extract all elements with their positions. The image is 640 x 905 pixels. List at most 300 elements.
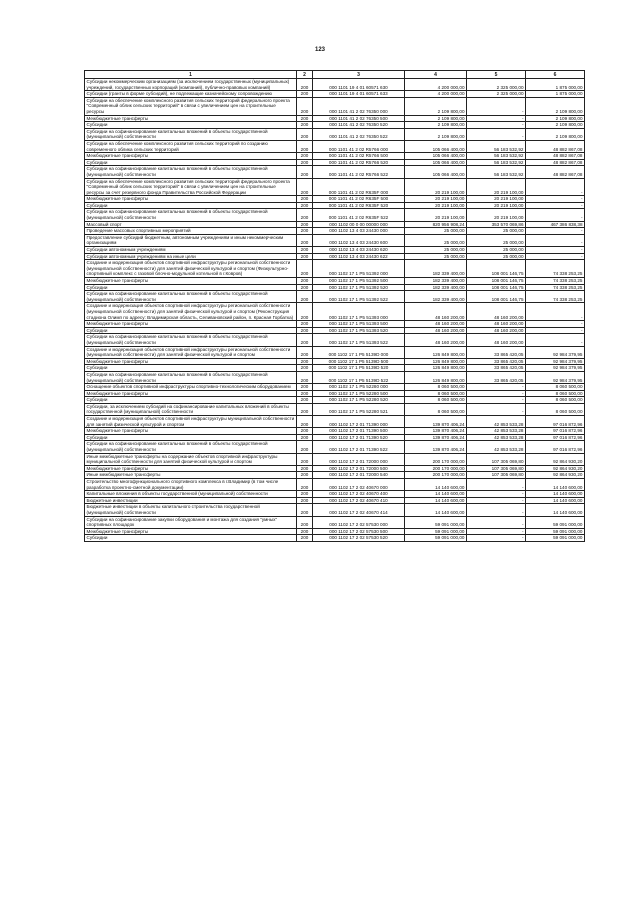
approved-cell: 14 140 600,00 bbox=[405, 504, 467, 516]
row-name-cell: Субсидии на софинансирование капитальных вложений в объекты государственной (муниципальной) собственности bbox=[85, 209, 297, 221]
unexecuted-cell: 97 016 872,96 bbox=[526, 428, 585, 435]
line-code-cell: 200 bbox=[297, 403, 313, 415]
budget-code-cell: 000 1102 13 4 03 24430 622 bbox=[313, 253, 405, 260]
executed-cell: 108 001 146,75 bbox=[467, 291, 526, 303]
row-name-cell: Межбюджетные трансферты bbox=[85, 528, 297, 535]
row-name-cell: Субсидии bbox=[85, 434, 297, 441]
header-col-3: 3 bbox=[313, 71, 405, 79]
approved-cell: 126 849 800,00 bbox=[405, 358, 467, 365]
unexecuted-cell: 8 060 500,00 bbox=[526, 403, 585, 415]
executed-cell: 108 001 146,75 bbox=[467, 260, 526, 278]
table-row bbox=[85, 528, 585, 535]
budget-code-cell: 000 1101 41 2 02 R5766 520 bbox=[313, 159, 405, 166]
approved-cell: 25 000,00 bbox=[405, 253, 467, 260]
row-name-cell: Массовый спорт bbox=[85, 221, 297, 228]
row-name-cell: Субсидии автономным учреждениям bbox=[85, 247, 297, 254]
line-code-cell: 200 bbox=[297, 528, 313, 535]
budget-code-cell: 000 1101 41 2 02 R5766 000 bbox=[313, 140, 405, 152]
line-code-cell: 200 bbox=[297, 428, 313, 435]
line-code-cell: 200 bbox=[297, 397, 313, 404]
table-row bbox=[85, 441, 585, 453]
row-name-cell: Бюджетные инвестиции bbox=[85, 497, 297, 504]
executed-cell: 56 183 532,92 bbox=[467, 166, 526, 178]
line-code-cell: 200 bbox=[297, 115, 313, 122]
budget-code-cell: 000 1102 17 1 P5 5139D 520 bbox=[313, 365, 405, 372]
executed-cell: - bbox=[467, 122, 526, 129]
table-row bbox=[85, 253, 585, 260]
unexecuted-cell: 2 109 800,00 bbox=[526, 97, 585, 115]
unexecuted-cell: 48 882 867,08 bbox=[526, 159, 585, 166]
unexecuted-cell: - bbox=[526, 334, 585, 346]
unexecuted-cell: - bbox=[526, 202, 585, 209]
approved-cell: 2 109 800,00 bbox=[405, 97, 467, 115]
table-row bbox=[85, 247, 585, 254]
executed-cell: - bbox=[467, 128, 526, 140]
budget-code-cell: 000 1102 17 1 P5 52280 500 bbox=[313, 390, 405, 397]
row-name-cell: Субсидии на обеспечение комплексного развития сельских территорий по созданию современного облика сельских территорий bbox=[85, 140, 297, 152]
row-name-cell: Межбюджетные трансферты bbox=[85, 196, 297, 203]
line-code-cell: 200 bbox=[297, 390, 313, 397]
executed-cell: 25 000,00 bbox=[467, 228, 526, 235]
approved-cell: 14 140 600,00 bbox=[405, 497, 467, 504]
approved-cell: 8 060 500,00 bbox=[405, 397, 467, 404]
executed-cell: 56 183 532,92 bbox=[467, 140, 526, 152]
executed-cell: 48 160 200,00 bbox=[467, 334, 526, 346]
row-name-cell: Субсидии bbox=[85, 365, 297, 372]
approved-cell: 182 339 400,00 bbox=[405, 284, 467, 291]
row-name-cell: Межбюджетные трансферты bbox=[85, 278, 297, 285]
row-name-cell: Предоставление субсидий бюджетным, автономным учреждениям и иным некоммерческим организациям bbox=[85, 234, 297, 246]
approved-cell: 48 160 200,00 bbox=[405, 321, 467, 328]
row-name-cell: Межбюджетные трансферты bbox=[85, 115, 297, 122]
budget-code-cell: 000 1102 17 2 01 71390 520 bbox=[313, 434, 405, 441]
line-code-cell: 200 bbox=[297, 260, 313, 278]
budget-code-cell: 000 1101 41 2 02 R635F 500 bbox=[313, 196, 405, 203]
executed-cell: 25 000,00 bbox=[467, 247, 526, 254]
unexecuted-cell: 59 091 000,00 bbox=[526, 528, 585, 535]
budget-code-cell: 000 1102 17 2 01 71390 000 bbox=[313, 416, 405, 428]
line-code-cell: 200 bbox=[297, 327, 313, 334]
row-name-cell: Субсидии на софинансирование капитальных вложений в объекты государственной (муниципальной) собственности bbox=[85, 371, 297, 383]
table-row bbox=[85, 128, 585, 140]
budget-code-cell: 000 1102 17 1 P5 51392 520 bbox=[313, 284, 405, 291]
executed-cell: - bbox=[467, 535, 526, 542]
unexecuted-cell: - bbox=[526, 234, 585, 246]
unexecuted-cell: 48 882 867,08 bbox=[526, 140, 585, 152]
approved-cell: 105 066 400,00 bbox=[405, 166, 467, 178]
unexecuted-cell: 14 140 600,00 bbox=[526, 504, 585, 516]
executed-cell: 42 853 533,28 bbox=[467, 434, 526, 441]
header-col-5: 5 bbox=[467, 71, 526, 79]
line-code-cell: 200 bbox=[297, 416, 313, 428]
line-code-cell: 200 bbox=[297, 497, 313, 504]
line-code-cell: 200 bbox=[297, 291, 313, 303]
approved-cell: 14 140 600,00 bbox=[405, 479, 467, 491]
approved-cell: 8 060 500,00 bbox=[405, 390, 467, 397]
unexecuted-cell: - bbox=[526, 178, 585, 196]
budget-code-cell: 000 1102 17 2 01 72000 000 bbox=[313, 453, 405, 465]
executed-cell: 33 865 420,05 bbox=[467, 358, 526, 365]
approved-cell: 139 870 406,24 bbox=[405, 434, 467, 441]
unexecuted-cell: - bbox=[526, 327, 585, 334]
line-code-cell: 200 bbox=[297, 178, 313, 196]
table-row bbox=[85, 397, 585, 404]
table-row bbox=[85, 166, 585, 178]
unexecuted-cell: 467 386 838,38 bbox=[526, 221, 585, 228]
line-code-cell: 200 bbox=[297, 384, 313, 391]
line-code-cell: 200 bbox=[297, 247, 313, 254]
row-name-cell: Субсидии bbox=[85, 327, 297, 334]
table-row bbox=[85, 465, 585, 472]
executed-cell: 42 853 533,28 bbox=[467, 416, 526, 428]
executed-cell: - bbox=[467, 491, 526, 498]
budget-code-cell: 000 1102 17 1 P5 5139D 500 bbox=[313, 358, 405, 365]
table-row bbox=[85, 140, 585, 152]
budget-code-cell: 000 1101 41 2 02 R5766 522 bbox=[313, 166, 405, 178]
table-row bbox=[85, 202, 585, 209]
table-row bbox=[85, 384, 585, 391]
line-code-cell: 200 bbox=[297, 234, 313, 246]
line-code-cell: 200 bbox=[297, 196, 313, 203]
executed-cell: - bbox=[467, 403, 526, 415]
unexecuted-cell: 92 984 379,95 bbox=[526, 358, 585, 365]
table-row bbox=[85, 228, 585, 235]
unexecuted-cell: 92 984 379,95 bbox=[526, 365, 585, 372]
unexecuted-cell: 74 338 253,25 bbox=[526, 260, 585, 278]
row-name-cell: Межбюджетные трансферты bbox=[85, 153, 297, 160]
executed-cell: - bbox=[467, 528, 526, 535]
unexecuted-cell: 74 338 253,25 bbox=[526, 278, 585, 285]
unexecuted-cell: - bbox=[526, 247, 585, 254]
budget-code-cell: 000 1101 41 2 02 76350 522 bbox=[313, 128, 405, 140]
table-row bbox=[85, 97, 585, 115]
table-row bbox=[85, 122, 585, 129]
line-code-cell: 200 bbox=[297, 441, 313, 453]
table-row bbox=[85, 346, 585, 358]
row-name-cell: Строительство многофункционального спортивного комплекса в г.Владимир (в том числе разработка проектно-сметной документации) bbox=[85, 479, 297, 491]
budget-code-cell: 000 1101 41 2 02 R635F 000 bbox=[313, 178, 405, 196]
unexecuted-cell: 74 338 253,25 bbox=[526, 291, 585, 303]
line-code-cell: 200 bbox=[297, 166, 313, 178]
line-code-cell: 200 bbox=[297, 535, 313, 542]
unexecuted-cell: 74 338 253,25 bbox=[526, 284, 585, 291]
unexecuted-cell: - bbox=[526, 196, 585, 203]
executed-cell: - bbox=[467, 397, 526, 404]
line-code-cell: 200 bbox=[297, 128, 313, 140]
approved-cell: 139 870 406,24 bbox=[405, 428, 467, 435]
unexecuted-cell: 97 016 872,96 bbox=[526, 441, 585, 453]
executed-cell: 42 853 533,28 bbox=[467, 441, 526, 453]
row-name-cell: Межбюджетные трансферты bbox=[85, 428, 297, 435]
line-code-cell: 200 bbox=[297, 140, 313, 152]
header-col-1: 1 bbox=[85, 71, 297, 79]
row-name-cell: Иные межбюджетные трансферты bbox=[85, 472, 297, 479]
unexecuted-cell: - bbox=[526, 209, 585, 221]
table-row bbox=[85, 472, 585, 479]
unexecuted-cell: 8 060 500,00 bbox=[526, 384, 585, 391]
row-name-cell: Субсидии на обеспечение комплексного развития сельских территорий федерального проекта "Современный облик сельских территорий" в связи с увеличением цен на строительные ресурсы за счет резервного фонда Правительства Российской Федерации bbox=[85, 178, 297, 196]
unexecuted-cell: - bbox=[526, 253, 585, 260]
executed-cell: 108 001 146,75 bbox=[467, 284, 526, 291]
row-name-cell: Субсидии на софинансирование закупки оборудования и монтажа для создания "умных" спортивных площадок bbox=[85, 516, 297, 528]
budget-code-cell: 000 1102 17 2 02 57530 520 bbox=[313, 535, 405, 542]
executed-cell: 48 160 200,00 bbox=[467, 303, 526, 321]
table-row bbox=[85, 416, 585, 428]
approved-cell: 20 219 100,00 bbox=[405, 178, 467, 196]
row-name-cell: Субсидии, за исключением субсидий на софинансирование капитальных вложений в объекты государственной (муниципальной) собственности bbox=[85, 403, 297, 415]
unexecuted-cell: 59 091 000,00 bbox=[526, 535, 585, 542]
line-code-cell: 200 bbox=[297, 278, 313, 285]
executed-cell: 20 219 100,00 bbox=[467, 196, 526, 203]
budget-code-cell: 000 1102 17 2 02 40670 414 bbox=[313, 504, 405, 516]
approved-cell: 20 219 100,00 bbox=[405, 202, 467, 209]
row-name-cell: Создание и модернизация объектов спортивной инфраструктуры региональной собственности (муниципальной собственности) для занятий физической культурой и спортом (Реконструкция стадиона Олимп по адресу: Владимирская область, Селивановский район, п. Красная Горбатка) bbox=[85, 303, 297, 321]
approved-cell: 126 849 800,00 bbox=[405, 365, 467, 372]
line-code-cell: 200 bbox=[297, 303, 313, 321]
table-row bbox=[85, 303, 585, 321]
line-code-cell: 200 bbox=[297, 321, 313, 328]
table-row bbox=[85, 209, 585, 221]
table-row bbox=[85, 371, 585, 383]
executed-cell: - bbox=[467, 390, 526, 397]
unexecuted-cell: - bbox=[526, 303, 585, 321]
unexecuted-cell: 2 109 800,00 bbox=[526, 122, 585, 129]
row-name-cell: Межбюджетные трансферты bbox=[85, 321, 297, 328]
table-row bbox=[85, 91, 585, 98]
executed-cell: 25 000,00 bbox=[467, 234, 526, 246]
table-row bbox=[85, 453, 585, 465]
approved-cell: 2 109 800,00 bbox=[405, 115, 467, 122]
budget-code-cell: 000 1102 13 4 03 24430 620 bbox=[313, 247, 405, 254]
approved-cell: 2 109 800,00 bbox=[405, 128, 467, 140]
approved-cell: 200 170 000,00 bbox=[405, 453, 467, 465]
executed-cell: 33 865 420,05 bbox=[467, 346, 526, 358]
budget-code-cell: 000 1102 17 1 P5 51393 522 bbox=[313, 334, 405, 346]
executed-cell: 42 853 533,28 bbox=[467, 428, 526, 435]
executed-cell: 25 000,00 bbox=[467, 253, 526, 260]
budget-code-cell: 000 1102 17 1 P5 51393 500 bbox=[313, 321, 405, 328]
table-row bbox=[85, 516, 585, 528]
executed-cell: 108 001 146,75 bbox=[467, 278, 526, 285]
row-name-cell: Оснащение объектов спортивной инфраструктуры спортивно-технологическим оборудованием bbox=[85, 384, 297, 391]
unexecuted-cell: 1 875 000,00 bbox=[526, 91, 585, 98]
table-row bbox=[85, 434, 585, 441]
approved-cell: 14 140 600,00 bbox=[405, 491, 467, 498]
executed-cell: - bbox=[467, 497, 526, 504]
budget-code-cell: 000 1102 17 2 02 40670 000 bbox=[313, 479, 405, 491]
budget-code-cell: 000 1102 17 1 P5 51392 000 bbox=[313, 260, 405, 278]
table-row bbox=[85, 535, 585, 542]
approved-cell: 25 000,00 bbox=[405, 228, 467, 235]
unexecuted-cell: - bbox=[526, 228, 585, 235]
row-name-cell: Создание и модернизация объектов спортивной инфраструктуры муниципальной собственности для занятий физической культурой и спортом bbox=[85, 416, 297, 428]
budget-code-cell: 000 1102 17 2 01 71390 522 bbox=[313, 441, 405, 453]
table-row bbox=[85, 278, 585, 285]
executed-cell: 2 325 000,00 bbox=[467, 79, 526, 91]
approved-cell: 8 060 500,00 bbox=[405, 403, 467, 415]
table-row bbox=[85, 159, 585, 166]
budget-code-cell: 000 1101 41 2 02 76350 500 bbox=[313, 115, 405, 122]
line-code-cell: 200 bbox=[297, 472, 313, 479]
budget-code-cell: 000 1101 41 2 02 76350 520 bbox=[313, 122, 405, 129]
line-code-cell: 200 bbox=[297, 346, 313, 358]
line-code-cell: 200 bbox=[297, 228, 313, 235]
line-code-cell: 200 bbox=[297, 358, 313, 365]
budget-code-cell: 000 1102 17 1 P5 5139D 000 bbox=[313, 346, 405, 358]
line-code-cell: 200 bbox=[297, 253, 313, 260]
executed-cell: 107 305 069,80 bbox=[467, 453, 526, 465]
budget-execution-table bbox=[84, 70, 585, 542]
unexecuted-cell: 8 060 500,00 bbox=[526, 390, 585, 397]
unexecuted-cell: 92 864 930,20 bbox=[526, 472, 585, 479]
budget-code-cell: 000 1102 17 2 01 71390 500 bbox=[313, 428, 405, 435]
budget-code-cell: 000 1102 00 0 00 00000 000 bbox=[313, 221, 405, 228]
approved-cell: 139 870 406,24 bbox=[405, 441, 467, 453]
executed-cell: 353 570 069,86 bbox=[467, 221, 526, 228]
table-row bbox=[85, 284, 585, 291]
row-name-cell: Субсидии bbox=[85, 397, 297, 404]
budget-code-cell: 000 1101 41 2 02 R635F 522 bbox=[313, 209, 405, 221]
unexecuted-cell: 92 984 379,95 bbox=[526, 346, 585, 358]
budget-code-cell: 000 1102 17 2 02 40670 400 bbox=[313, 491, 405, 498]
approved-cell: 105 066 400,00 bbox=[405, 140, 467, 152]
table-row bbox=[85, 196, 585, 203]
executed-cell: - bbox=[467, 504, 526, 516]
approved-cell: 48 160 200,00 bbox=[405, 334, 467, 346]
row-name-cell: Субсидии bbox=[85, 535, 297, 542]
unexecuted-cell: 14 140 600,00 bbox=[526, 497, 585, 504]
row-name-cell: Субсидии на софинансирование капитальных вложений в объекты государственной (муниципальной) собственности bbox=[85, 166, 297, 178]
unexecuted-cell: 1 875 000,00 bbox=[526, 79, 585, 91]
row-name-cell: Межбюджетные трансферты bbox=[85, 465, 297, 472]
table-row bbox=[85, 234, 585, 246]
table-row bbox=[85, 491, 585, 498]
row-name-cell: Субсидии bbox=[85, 284, 297, 291]
budget-code-cell: 000 1102 17 1 P5 52280 521 bbox=[313, 403, 405, 415]
executed-cell: - bbox=[467, 97, 526, 115]
executed-cell: 20 219 100,00 bbox=[467, 202, 526, 209]
table-row bbox=[85, 79, 585, 91]
budget-code-cell: 000 1102 17 1 P5 51392 500 bbox=[313, 278, 405, 285]
unexecuted-cell: 48 882 867,08 bbox=[526, 153, 585, 160]
approved-cell: 182 339 400,00 bbox=[405, 291, 467, 303]
unexecuted-cell: 8 060 500,00 bbox=[526, 397, 585, 404]
table-row bbox=[85, 321, 585, 328]
table-row bbox=[85, 221, 585, 228]
budget-code-cell: 000 1101 19 4 01 60571 630 bbox=[313, 79, 405, 91]
unexecuted-cell: 2 109 800,00 bbox=[526, 128, 585, 140]
budget-code-cell: 000 1101 41 2 02 R5766 500 bbox=[313, 153, 405, 160]
budget-code-cell: 000 1102 17 1 P5 5139D 522 bbox=[313, 371, 405, 383]
budget-code-cell: 000 1102 13 4 03 24430 600 bbox=[313, 234, 405, 246]
line-code-cell: 200 bbox=[297, 91, 313, 98]
budget-code-cell: 000 1102 17 2 02 40670 410 bbox=[313, 497, 405, 504]
approved-cell: 25 000,00 bbox=[405, 234, 467, 246]
table-row bbox=[85, 291, 585, 303]
row-name-cell: Субсидии на софинансирование капитальных вложений в объекты государственной (муниципальной) собственности bbox=[85, 291, 297, 303]
table-row bbox=[85, 260, 585, 278]
approved-cell: 48 160 200,00 bbox=[405, 327, 467, 334]
line-code-cell: 200 bbox=[297, 202, 313, 209]
approved-cell: 25 000,00 bbox=[405, 247, 467, 254]
header-col-6: 6 bbox=[526, 71, 585, 79]
budget-code-cell: 000 1101 41 2 02 R635F 520 bbox=[313, 202, 405, 209]
row-name-cell: Субсидии на обеспечение комплексного развития сельских территорий федерального проекта "Современный облик сельских территорий" в связи с увеличением цен на строительные ресурсы bbox=[85, 97, 297, 115]
table-body bbox=[85, 79, 585, 542]
row-name-cell: Создание и модернизация объектов спортивной инфраструктуры региональной собственности (муниципальной собственности) для занятий физической культурой и спортом (Физкультурно-спортивный комплекс с газовой блочно-модульной котельной в г.Ковров) bbox=[85, 260, 297, 278]
line-code-cell: 200 bbox=[297, 453, 313, 465]
line-code-cell: 200 bbox=[297, 159, 313, 166]
unexecuted-cell: 97 016 872,96 bbox=[526, 416, 585, 428]
page-number: 123 bbox=[314, 47, 325, 53]
executed-cell: 56 183 532,92 bbox=[467, 153, 526, 160]
line-code-cell: 200 bbox=[297, 209, 313, 221]
line-code-cell: 200 bbox=[297, 122, 313, 129]
row-name-cell: Субсидии на софинансирование капитальных вложений в объекты государственной (муниципальной) собственности bbox=[85, 441, 297, 453]
approved-cell: 200 170 000,00 bbox=[405, 472, 467, 479]
executed-cell: 20 219 100,00 bbox=[467, 209, 526, 221]
unexecuted-cell: 14 140 600,00 bbox=[526, 491, 585, 498]
executed-cell: - bbox=[467, 384, 526, 391]
budget-code-cell: 000 1102 17 2 02 57530 500 bbox=[313, 528, 405, 535]
row-name-cell: Проведение массовых спортивных мероприятий bbox=[85, 228, 297, 235]
table-row bbox=[85, 428, 585, 435]
unexecuted-cell: 92 864 930,20 bbox=[526, 465, 585, 472]
unexecuted-cell: 92 984 379,95 bbox=[526, 371, 585, 383]
row-name-cell: Межбюджетные трансферты bbox=[85, 390, 297, 397]
executed-cell: 33 865 420,05 bbox=[467, 371, 526, 383]
line-code-cell: 200 bbox=[297, 284, 313, 291]
line-code-cell: 200 bbox=[297, 334, 313, 346]
row-name-cell: Субсидии автономным учреждениям на иные цели bbox=[85, 253, 297, 260]
budget-code-cell: 000 1102 17 1 P5 51392 522 bbox=[313, 291, 405, 303]
row-name-cell: Иные межбюджетные трансферты на содержание объектов спортивной инфраструктуры муниципальной собственности для занятий физической культурой и спортом bbox=[85, 453, 297, 465]
approved-cell: 200 170 000,00 bbox=[405, 465, 467, 472]
row-name-cell: Капитальные вложения в объекты государственной (муниципальной) собственности bbox=[85, 491, 297, 498]
approved-cell: 59 091 000,00 bbox=[405, 535, 467, 542]
table-row bbox=[85, 178, 585, 196]
row-name-cell: Субсидии bbox=[85, 159, 297, 166]
unexecuted-cell: 92 864 930,20 bbox=[526, 453, 585, 465]
line-code-cell: 200 bbox=[297, 79, 313, 91]
approved-cell: 20 219 100,00 bbox=[405, 209, 467, 221]
table-row bbox=[85, 365, 585, 372]
approved-cell: 182 339 400,00 bbox=[405, 260, 467, 278]
budget-code-cell: 000 1102 17 1 P5 51393 000 bbox=[313, 303, 405, 321]
executed-cell: - bbox=[467, 516, 526, 528]
budget-code-cell: 000 1102 17 1 P5 52280 000 bbox=[313, 384, 405, 391]
budget-code-cell: 000 1101 19 4 01 60571 633 bbox=[313, 91, 405, 98]
header-col-2: 2 bbox=[297, 71, 313, 79]
row-name-cell: Создание и модернизация объектов спортивной инфраструктуры региональной собственности (муниципальной собственности) для занятий физической культурой и спортом bbox=[85, 346, 297, 358]
approved-cell: 105 066 400,00 bbox=[405, 153, 467, 160]
budget-code-cell: 000 1102 17 2 02 57530 000 bbox=[313, 516, 405, 528]
row-name-cell: Субсидии на софинансирование капитальных вложений в объекты государственной (муниципальной) собственности bbox=[85, 334, 297, 346]
approved-cell: 820 956 908,24 bbox=[405, 221, 467, 228]
table-row bbox=[85, 153, 585, 160]
row-name-cell: Субсидии bbox=[85, 202, 297, 209]
executed-cell: 2 325 000,00 bbox=[467, 91, 526, 98]
budget-code-cell: 000 1102 17 2 01 72000 540 bbox=[313, 472, 405, 479]
row-name-cell: Субсидии (гранты в форме субсидий), не подлежащие казначейскому сопровождению bbox=[85, 91, 297, 98]
line-code-cell: 200 bbox=[297, 371, 313, 383]
line-code-cell: 200 bbox=[297, 491, 313, 498]
row-name-cell: Субсидии bbox=[85, 122, 297, 129]
line-code-cell: 200 bbox=[297, 434, 313, 441]
unexecuted-cell: 97 016 872,96 bbox=[526, 434, 585, 441]
budget-code-cell: 000 1102 17 1 P5 52280 520 bbox=[313, 397, 405, 404]
unexecuted-cell: 48 882 867,08 bbox=[526, 166, 585, 178]
